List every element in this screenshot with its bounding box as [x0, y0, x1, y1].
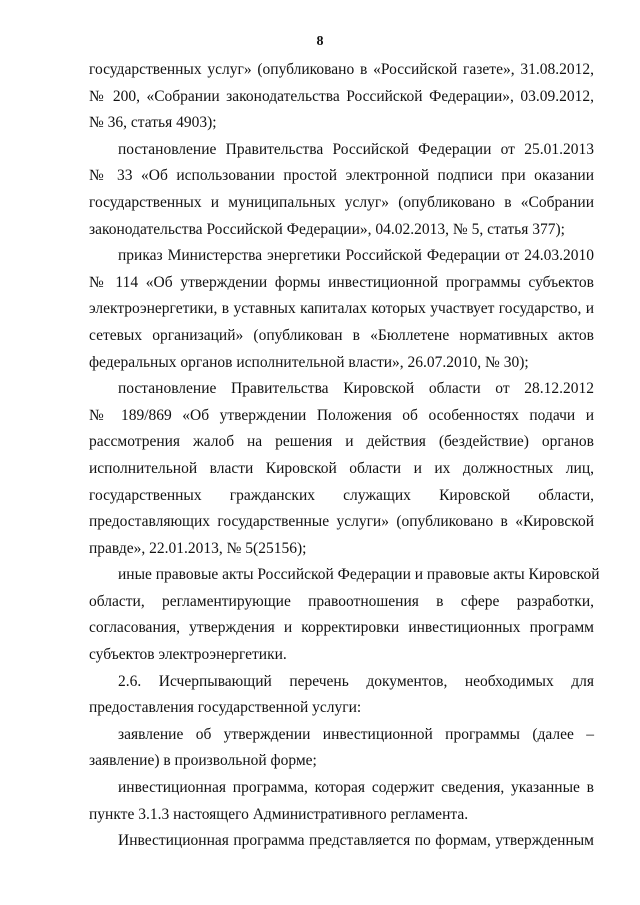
text-line: государственных услуг» (опубликовано в «Российской газете», 31.08.2012,: [89, 61, 594, 78]
text-line: области, регламентирующие правоотношения в сфере разработки,: [89, 592, 594, 610]
paragraph: [89, 376, 594, 562]
text-line: сетевых организаций» (опубликован в «Бюллетене нормативных актов: [89, 326, 594, 344]
text-line: 2.6. Исчерпывающий перечень документов, необходимых для: [118, 672, 594, 690]
text-line: Инвестиционная программа представляется по формам, утвержденным: [118, 832, 594, 850]
text-line: государственных гражданских служащих Кировской области,: [89, 486, 594, 504]
text-line: постановление Правительства Кировской области от 28.12.2012: [118, 380, 594, 398]
text-line: инвестиционная программа, которая содержит сведения, указанные в: [118, 779, 594, 797]
page-number: 8: [316, 34, 324, 49]
text-line: исполнительной власти Кировской области и их должностных лиц,: [89, 459, 594, 477]
text-line: заявление) в произвольной форме;: [89, 752, 317, 770]
text-line: предоставляющих государственные услуги» (опубликовано в «Кировской: [89, 513, 594, 531]
text-line: федеральных органов исполнительной власти», 26.07.2010, № 30);: [89, 353, 529, 371]
text-line: заявление об утверждении инвестиционной программы (далее –: [118, 725, 594, 743]
text-line: правде», 22.01.2013, № 5(25156);: [89, 539, 307, 557]
paragraph: [89, 775, 594, 828]
paragraph: [89, 722, 594, 775]
text-line: № 33 «Об использовании простой электронной подписи при оказании: [89, 167, 594, 185]
text-line: электроэнергетики, в уставных капиталах которых участвует государство, и: [89, 300, 594, 318]
text-line: иные правовые акты Российской Федерации и правовые акты Кировской: [118, 566, 600, 584]
text-line: согласования, утверждения и корректировки инвестиционных программ: [89, 619, 594, 637]
paragraph: [89, 243, 594, 376]
text-line: пункте 3.1.3 настоящего Административного регламента.: [89, 805, 469, 823]
document-body: [89, 57, 600, 855]
paragraph: [89, 57, 594, 137]
text-line: субъектов электроэнергетики.: [89, 646, 287, 664]
text-line: № 36, статья 4903);: [89, 114, 217, 132]
paragraph: [89, 137, 594, 243]
text-line: № 200, «Собрании законодательства Российской Федерации», 03.09.2012,: [89, 87, 594, 105]
paragraph: [89, 669, 594, 722]
text-line: рассмотрения жалоб на решения и действия (бездействие) органов: [89, 433, 594, 451]
text-line: № 189/869 «Об утверждении Положения об особенностях подачи и: [89, 406, 594, 424]
text-line: государственных и муниципальных услуг» (опубликовано в «Собрании: [89, 193, 594, 211]
text-line: предоставления государственной услуги:: [89, 699, 362, 717]
text-line: приказ Министерства энергетики Российской Федерации от 24.03.2010: [118, 247, 594, 265]
text-line: № 114 «Об утверждении формы инвестиционной программы субъектов: [89, 273, 594, 291]
text-line: законодательства Российской Федерации», 04.02.2013, № 5, статья 377);: [89, 220, 565, 238]
paragraph: [89, 562, 600, 668]
paragraph: [89, 828, 594, 855]
text-line: постановление Правительства Российской Федерации от 25.01.2013: [118, 140, 594, 158]
